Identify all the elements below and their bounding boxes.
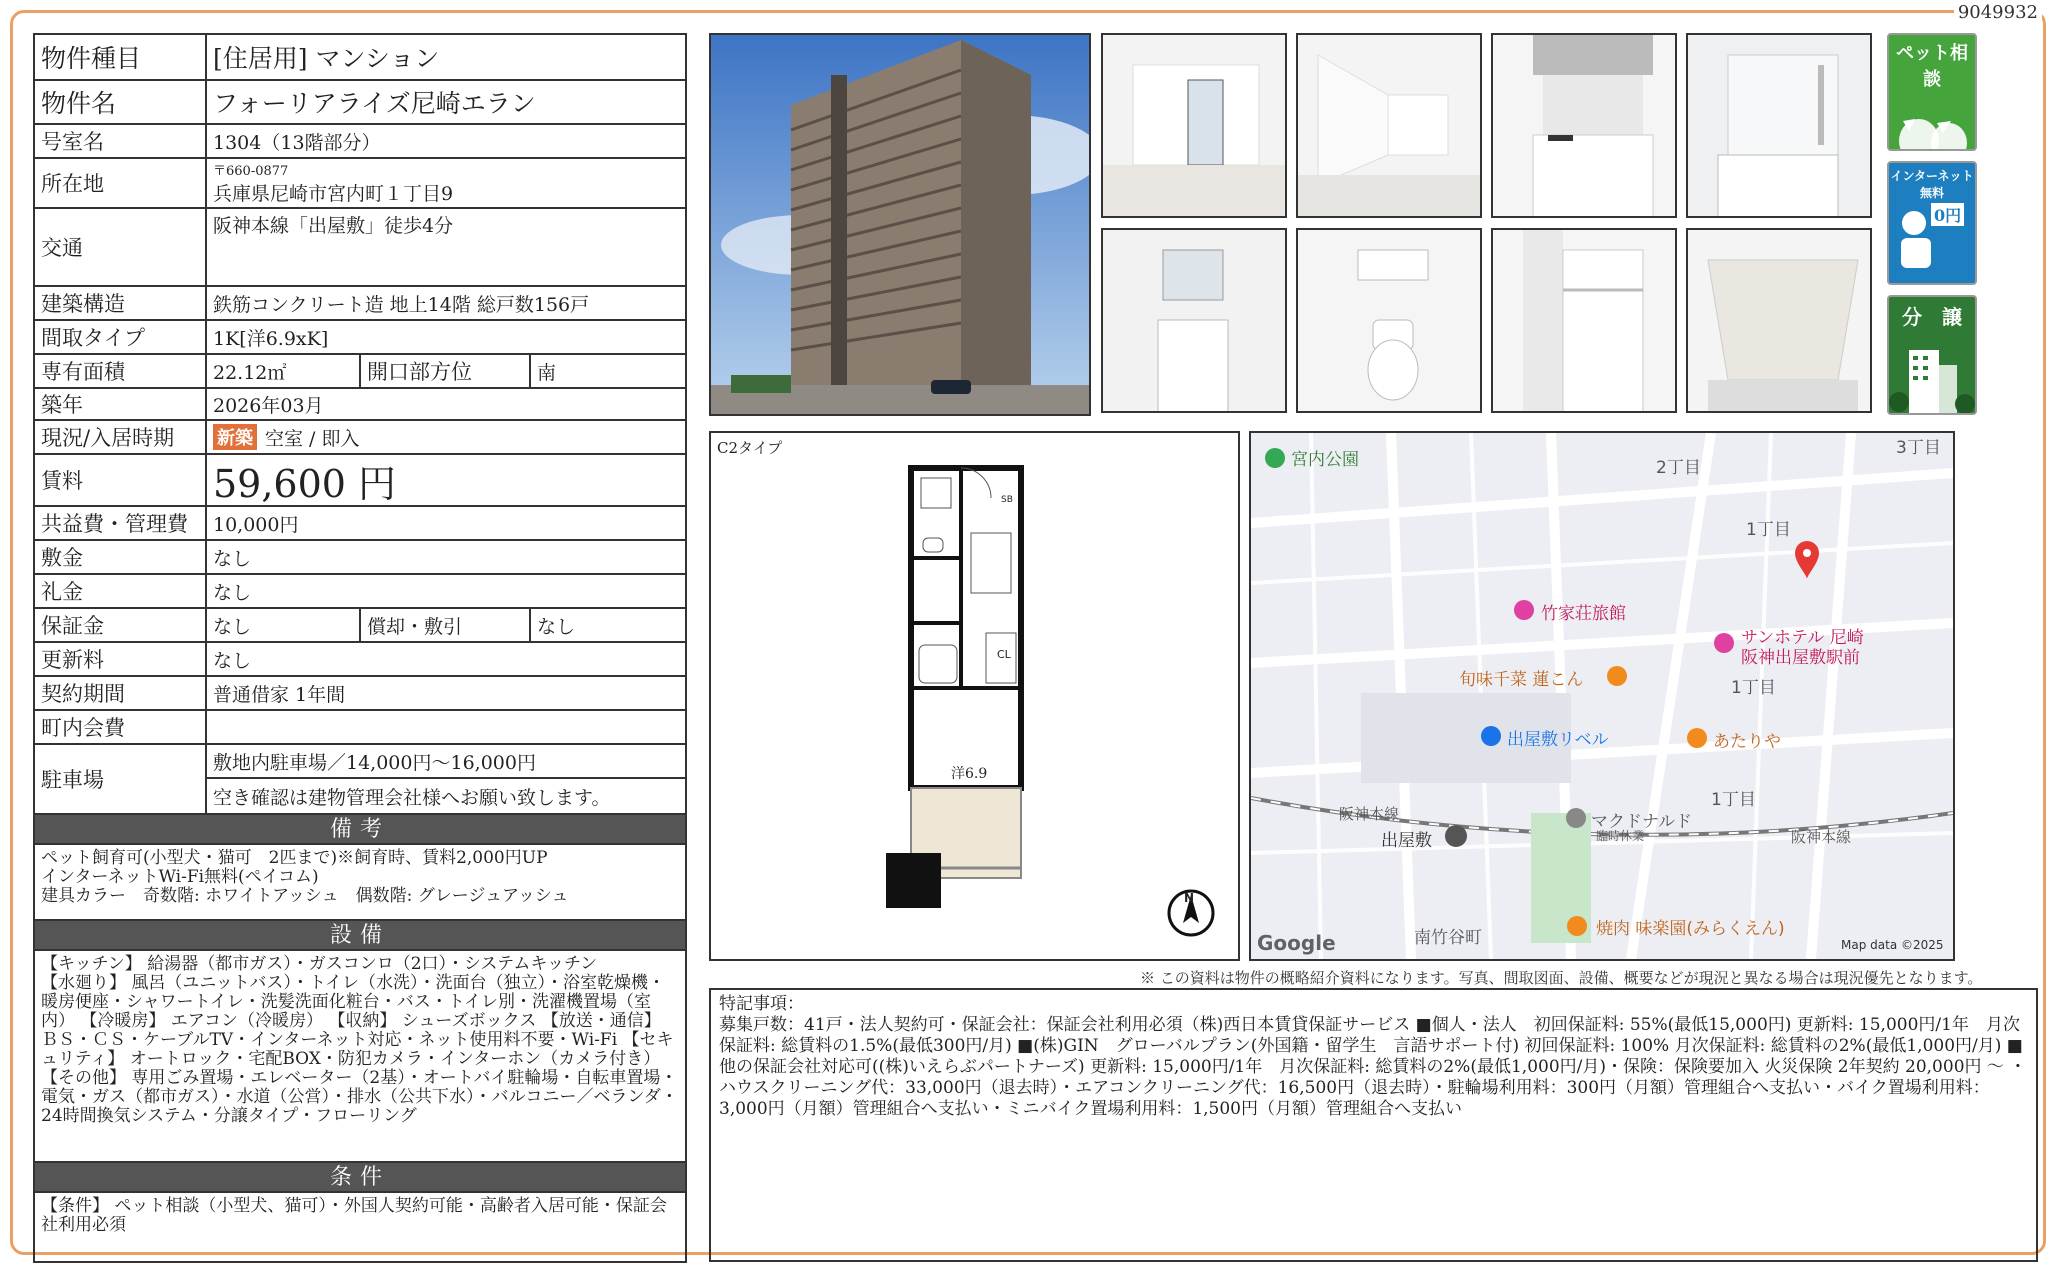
- key-money-value: なし: [213, 581, 252, 604]
- map-label-minamitakeya: 南竹谷町: [1414, 928, 1482, 948]
- closet-label: CL: [997, 648, 1011, 661]
- map-attribution: Map data ©2025: [1841, 938, 1944, 952]
- map-label-mirakuen: 焼肉 味楽園(みらくえん): [1596, 919, 1785, 939]
- location-map[interactable]: [1249, 431, 1955, 961]
- special-remarks: [709, 988, 2038, 1262]
- deposit-value: なし: [213, 547, 252, 570]
- toilet-photo: [1296, 228, 1482, 413]
- map-label-hanshin-line-b: 阪神本線: [1791, 828, 1852, 846]
- built-value: 2026年03月: [213, 394, 324, 417]
- google-logo: Google: [1257, 931, 1336, 955]
- facing-value: 南: [537, 361, 557, 384]
- condo-for-sale-icon: [1887, 295, 1977, 415]
- rent-value: 59,600 円: [213, 461, 397, 506]
- pet-consult-icon: [1887, 33, 1977, 151]
- deposit-label: 敷金: [35, 541, 207, 573]
- area-value: 22.12㎡: [207, 355, 361, 387]
- map-label-hanshin-line-a: 阪神本線: [1339, 805, 1400, 823]
- contract-label: 契約期間: [35, 677, 207, 709]
- fee-label: 共益費・管理費: [35, 507, 207, 539]
- joken-header: 条件: [35, 1163, 685, 1193]
- map-label-miyauchi-park: 宮内公園: [1291, 450, 1359, 470]
- condo-label: 分 譲: [1902, 305, 1962, 329]
- contract-value: 普通借家 1年間: [213, 683, 346, 706]
- area-label: 専有面積: [35, 355, 207, 387]
- entrance-photo: [1686, 228, 1872, 413]
- map-label-renkon: 旬味千菜 蓮こん: [1459, 670, 1584, 690]
- parking-value: 敷地内駐車場／14,000円〜16,000円: [207, 745, 685, 779]
- north-label: N: [1184, 891, 1195, 905]
- postal-code: 〒660-0877: [213, 164, 289, 179]
- bikou-header: 備考: [35, 815, 685, 845]
- rent-label: 賃料: [35, 455, 207, 505]
- map-label-closed: 臨時休業: [1596, 829, 1645, 843]
- internet-price: 0円: [1929, 201, 1966, 228]
- key-money-label: 礼金: [35, 575, 207, 607]
- room-size-label: 洋6.9: [951, 766, 988, 782]
- document-id: 9049932: [1954, 2, 2042, 23]
- name-label: 物件名: [35, 81, 207, 123]
- room-photo-2: [1296, 33, 1482, 218]
- closet-photo: [1491, 228, 1677, 413]
- guarantee-value: なし: [207, 609, 361, 641]
- map-label-1chome-b: 1丁目: [1731, 678, 1776, 698]
- floor-plan: [709, 431, 1240, 961]
- town-fee-label: 町内会費: [35, 711, 207, 743]
- new-build-badge: 新築: [213, 424, 257, 450]
- layout-value: 1K[洋6.9xK]: [213, 327, 329, 350]
- renewal-value: なし: [213, 649, 252, 672]
- bathroom-photo: [1686, 33, 1872, 218]
- map-label-2chome: 2丁目: [1656, 458, 1701, 478]
- type-value: [住居用] マンション: [213, 44, 440, 73]
- internet-free-icon: [1887, 161, 1977, 285]
- address-value: 兵庫県尼崎市宮内町１丁目9: [213, 183, 454, 205]
- map-label-3chome: 3丁目: [1896, 438, 1941, 458]
- internet-free-label: インターネット無料: [1890, 169, 1974, 200]
- map-label-liber: 出屋敷リベル: [1507, 730, 1609, 750]
- status-label: 現況/入居時期: [35, 421, 207, 453]
- name-value: フォーリアライズ尼崎エラン: [213, 89, 536, 118]
- setsubi-text: 【キッチン】 給湯器（都市ガス）・ガスコンロ（2口）・システムキッチン 【水廻り】 風呂（ユニットバス）・トイレ（水洗）・洗面台（独立）・浴室乾燥機・暖房便座・シャワートイレ・洗髪洗面化粧台・バス・トイレ別・洗濯機置場（室内） 【冷暖房】 エアコン（冷暖房） 【収納】 シューズボックス 【放送・通信】 ＢＳ・ＣＳ・ケーブルTV・インターネット対応・ネット使用料不要・Wi-Fi 【セキュリティ】 オートロック・宅配BOX・防犯カメラ・インターホン（カメラ付き） 【その他】 専用ごみ置場・エレベーター（2基）・オートバイ駐輪場・自転車置場・電気・ガス（都市ガス）・水道（公営）・排水（公共下水）・バルコニー／ベランダ・24時間換気システム・分譲タイプ・フローリング: [35, 951, 685, 1163]
- map-label-mcdonalds: マクドナルド: [1591, 812, 1693, 832]
- setsubi-header: 設備: [35, 921, 685, 951]
- structure-value: 鉄筋コンクリート造 地上14階 総戸数156戸: [213, 293, 590, 316]
- built-label: 築年: [35, 389, 207, 419]
- map-label-atariya: あたりや: [1713, 732, 1781, 752]
- disclaimer-note: ※ この資料は物件の概略紹介資料になります。写真、間取図面、設備、概要などが現況と異なる場合は現況優先となります。: [1140, 969, 1983, 987]
- facing-label: 開口部方位: [361, 355, 531, 387]
- map-label-1chome-c: 1丁目: [1711, 790, 1756, 810]
- amortization-value: なし: [537, 615, 576, 638]
- structure-label: 建築構造: [35, 287, 207, 319]
- room-photo-1: [1101, 33, 1287, 218]
- building-exterior-photo: [709, 33, 1091, 416]
- status-value: 空室 / 即入: [265, 427, 360, 450]
- kitchen-photo: [1491, 33, 1677, 218]
- amortization-label: 償却・敷引: [361, 609, 531, 641]
- map-label-sunhotel: サンホテル 尼崎: [1741, 628, 1864, 648]
- map-label-takeyaso: 竹家荘旅館: [1541, 604, 1626, 624]
- pet-consult-label: ペット相談: [1896, 43, 1968, 90]
- map-label-sunhotel-2: 阪神出屋敷駅前: [1741, 648, 1860, 668]
- map-label-deyashiki-station: 出屋敷: [1381, 831, 1432, 851]
- joken-text: 【条件】 ペット相談（小型犬、猫可）・外国人契約可能・高齢者入居可能・保証会社利用必須: [35, 1193, 685, 1263]
- room-label: 号室名: [35, 125, 207, 157]
- address-label: 所在地: [35, 159, 207, 207]
- washroom-photo: [1101, 228, 1287, 413]
- property-spec-table: [33, 33, 687, 1263]
- remarks-title: 特記事項：: [719, 994, 804, 1014]
- fee-value: 10,000円: [213, 513, 299, 536]
- map-label-1chome-a: 1丁目: [1746, 520, 1791, 540]
- town-fee-value: [207, 711, 685, 743]
- parking-note: 空き確認は建物管理会社様へお願い致します。: [213, 786, 611, 809]
- guarantee-label: 保証金: [35, 609, 207, 641]
- parking-label: 駐車場: [35, 745, 207, 813]
- plan-type-label: C2タイプ: [717, 439, 783, 457]
- remarks-text: 募集戸数：41戸・法人契約可・保証会社：保証会社利用必須（株)西日本賃貸保証サービス ■個人・法人 初回保証料: 55%(最低15,000円) 更新料: 15,000円/1年 月次保証料: 総賃料の1.5%(最低300円/月) ■(株)GIN グローバルプラン(外国籍・留学生 言語サポート付) 初回保証料: 100% 月次保証料: 総賃料の2%(最低1,000円/月) ■他の保証会社対応可((株)いえらぶパートナーズ) 更新料: 15,000円/1年 月次保証料: 総賃料の2%(最低1,000円/月)・保険：保険要加入 火災保険 2年契約 20,000円 〜 ・ハウスクリーニング代：33,000円（退去時）・エアコンクリーニング代：16,500円（退去時）・駐輪場利用料：300円（月額）管理組合へ支払い・バイク置場利用料：3,000円（月額）管理組合へ支払い・ミニバイク置場利用料：1,500円（月額）管理組合へ支払い: [719, 1015, 2027, 1119]
- bikou-text: ペット飼育可(小型犬・猫可 2匹まで)※飼育時、賃料2,000円UP インターネットWi-Fi無料(ペイコム) 建具カラー 奇数階: ホワイトアッシュ 偶数階: グレージュアッシュ: [35, 845, 685, 921]
- transit-label: 交通: [35, 209, 207, 285]
- transit-value: 阪神本線「出屋敷」徒歩4分: [213, 215, 454, 237]
- shoebox-label: SB: [1001, 495, 1013, 505]
- type-label: 物件種目: [35, 35, 207, 79]
- renewal-label: 更新料: [35, 643, 207, 675]
- layout-label: 間取タイプ: [35, 321, 207, 353]
- room-value: 1304（13階部分）: [213, 131, 381, 154]
